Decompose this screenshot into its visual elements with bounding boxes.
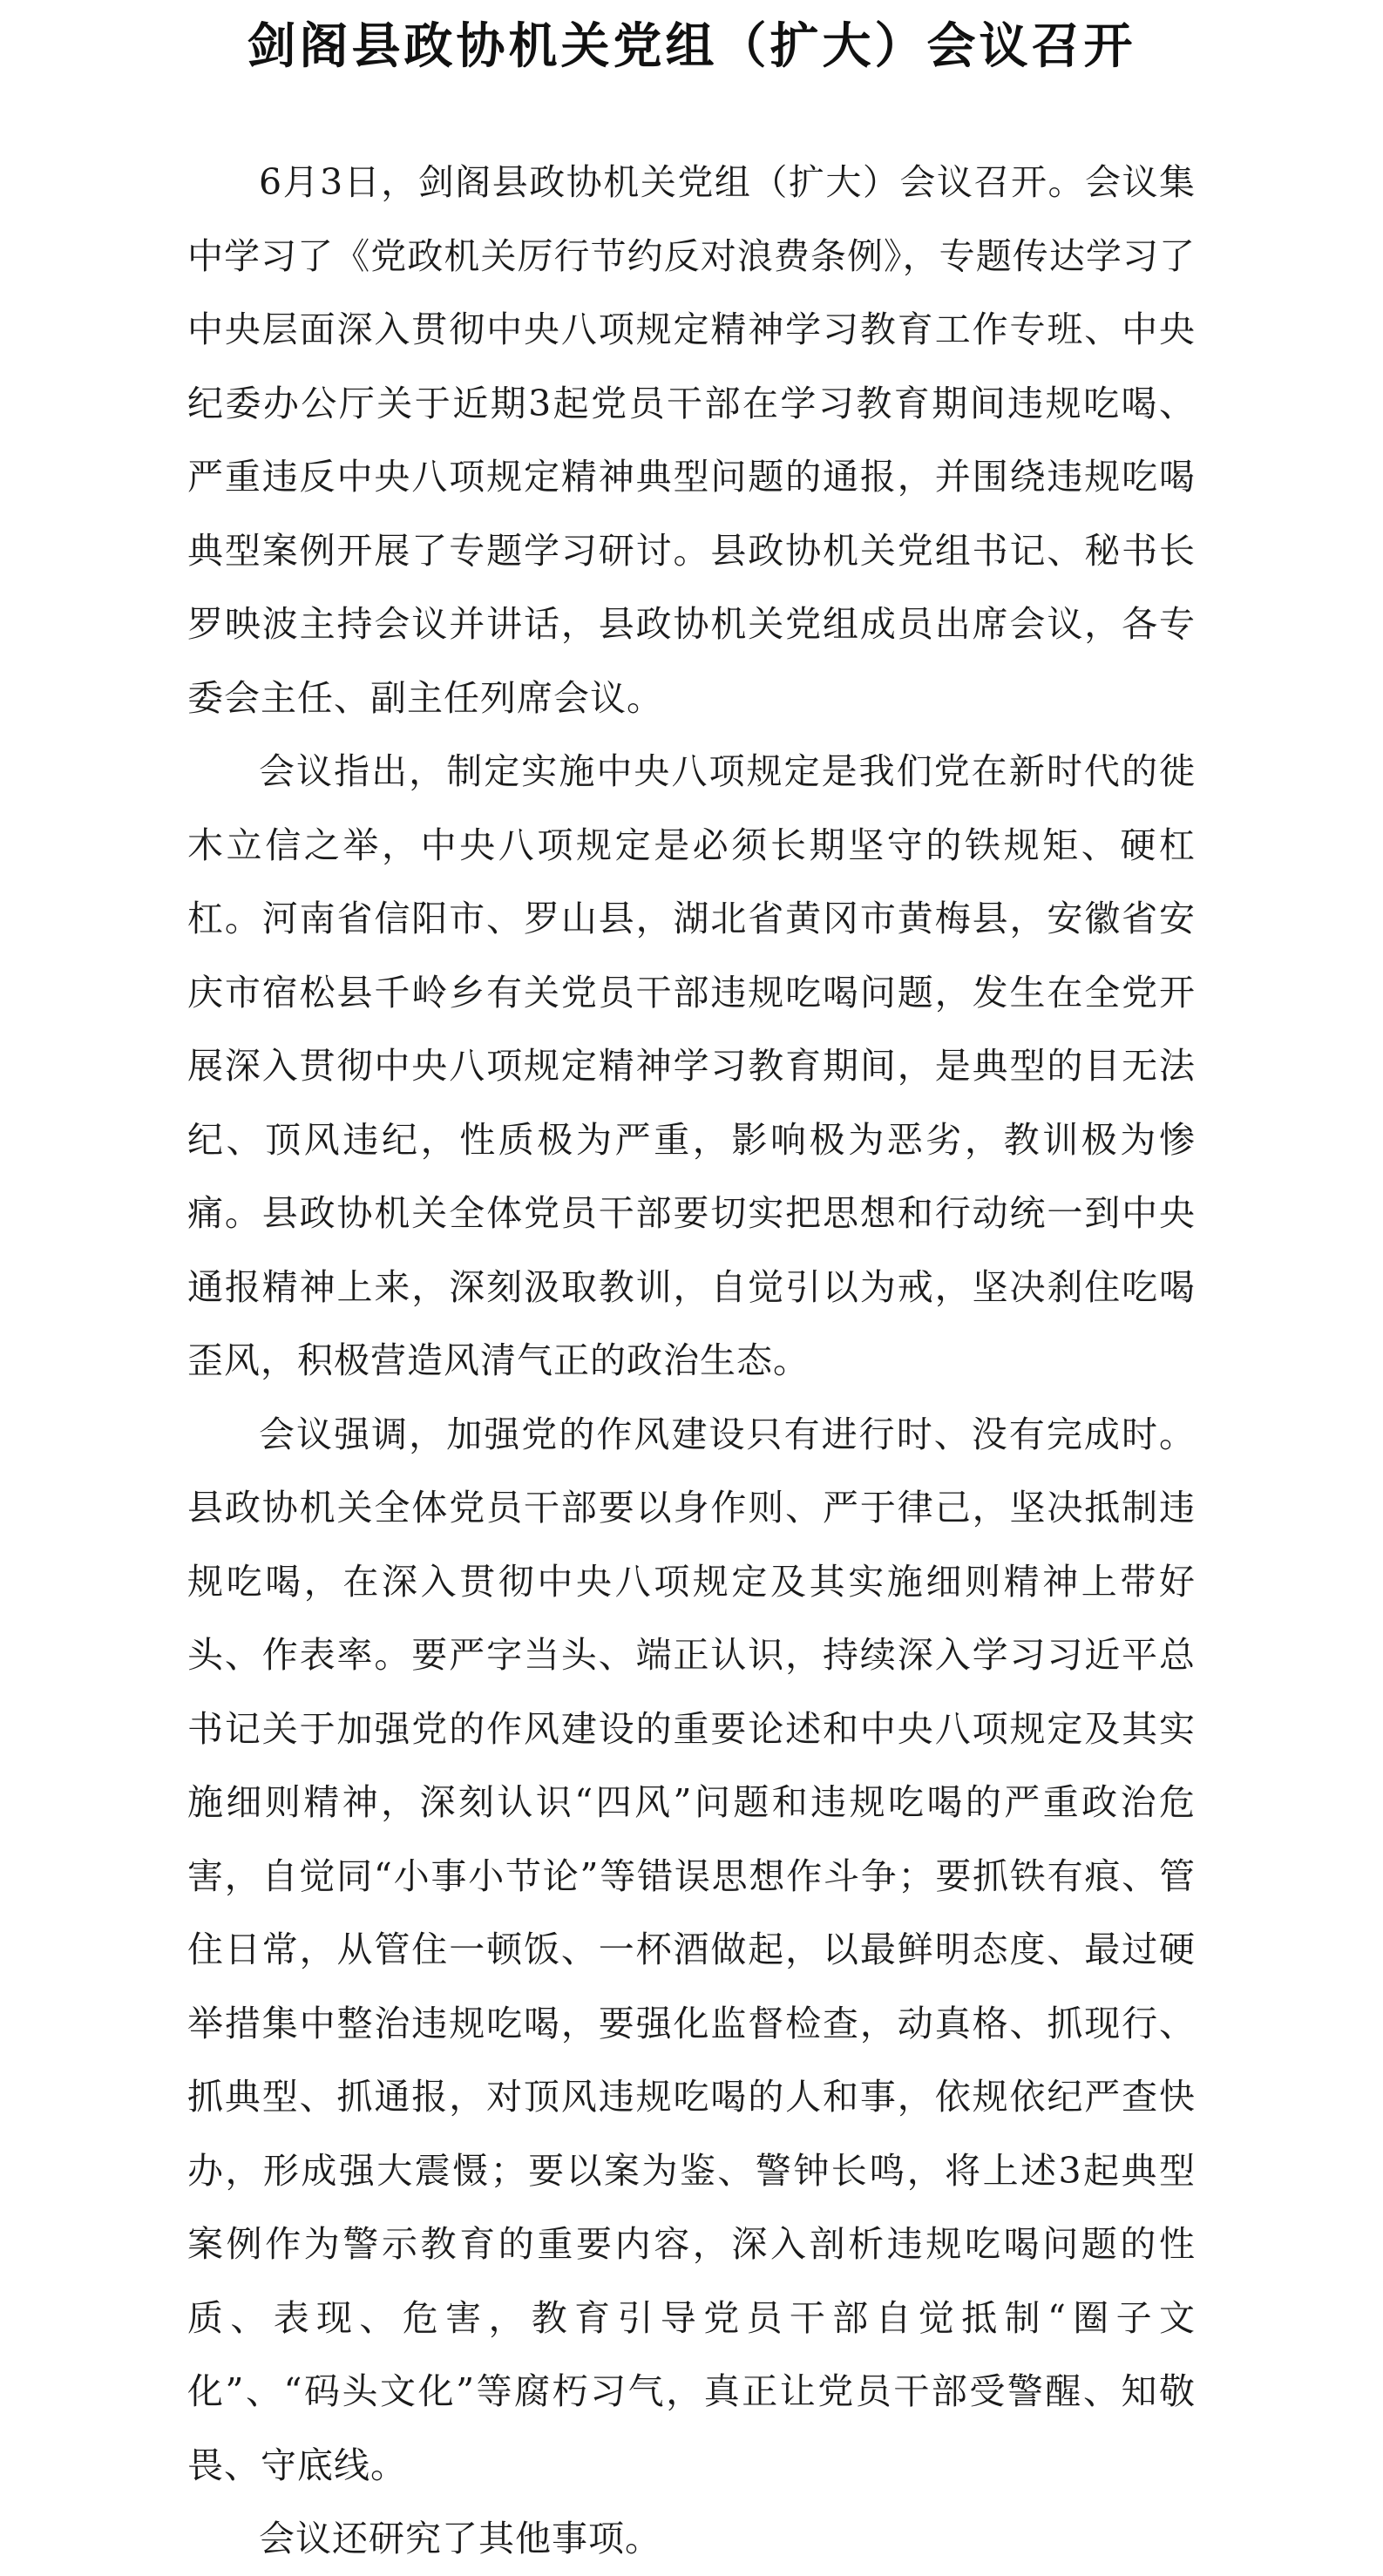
- paragraph-meeting-overview: 6月3日，剑阁县政协机关党组（扩大）会议召开。会议集中学习了《党政机关厉行节约反对浪费条例》，专题传达学习了中央层面深入贯彻中央八项规定精神学习教育工作专班、中央纪委办公厅关于近期3起党员干部在学习教育期间违规吃喝、严重违反中央八项规定精神典型问题的通报，并围绕违规吃喝典型案例开展了专题学习研讨。县政协机关党组书记、秘书长罗映波主持会议并讲话，县政协机关党组成员出席会议，各专委会主任、副主任列席会议。: [187, 161, 1196, 719]
- article-title: 剑阁县政协机关党组（扩大）会议召开: [247, 17, 1136, 75]
- paragraph-meeting-points: 会议指出，制定实施中央八项规定是我们党在新时代的徙木立信之举，中央八项规定是必须长期坚守的铁规矩、硬杠杠。河南省信阳市、罗山县，湖北省黄冈市黄梅县，安徽省安庆市宿松县千岭乡有关党员干部违规吃喝问题，发生在全党开展深入贯彻中央八项规定精神学习教育期间，是典型的目无法纪、顶风违纪，性质极为严重，影响极为恶劣，教训极为惨痛。县政协机关全体党员干部要切实把思想和行动统一到中央通报精神上来，深刻汲取教训，自觉引以为戒，坚决刹住吃喝歪风，积极营造风清气正的政治生态。: [187, 750, 1196, 1381]
- paragraph-other-matters: 会议还研究了其他事项。: [259, 2518, 661, 2559]
- article-body: [187, 146, 1196, 2576]
- paragraph-meeting-emphasis: 会议强调，加强党的作风建设只有进行时、没有完成时。县政协机关全体党员干部要以身作则、严于律己，坚决抵制违规吃喝，在深入贯彻中央八项规定及其实施细则精神上带好头、作表率。要严字当头、端正认识，持续深入学习习近平总书记关于加强党的作风建设的重要论述和中央八项规定及其实施细则精神，深刻认识“四风”问题和违规吃喝的严重政治危害，自觉同“小事小节论”等错误思想作斗争；要抓铁有痕、管住日常，从管住一顿饭、一杯酒做起，以最鲜明态度、最过硬举措集中整治违规吃喝，要强化监督检查，动真格、抓现行、抓典型、抓通报，对顶风违规吃喝的人和事，依规依纪严查快办，形成强大震慑；要以案为鉴、警钟长鸣，将上述3起典型案例作为警示教育的重要内容，深入剖析违规吃喝问题的性质、表现、危害，教育引导党员干部自觉抵制“圈子文化”、“码头文化”等腐朽习气，真正让党员干部受警醒、知敬畏、守底线。: [187, 1413, 1196, 2486]
